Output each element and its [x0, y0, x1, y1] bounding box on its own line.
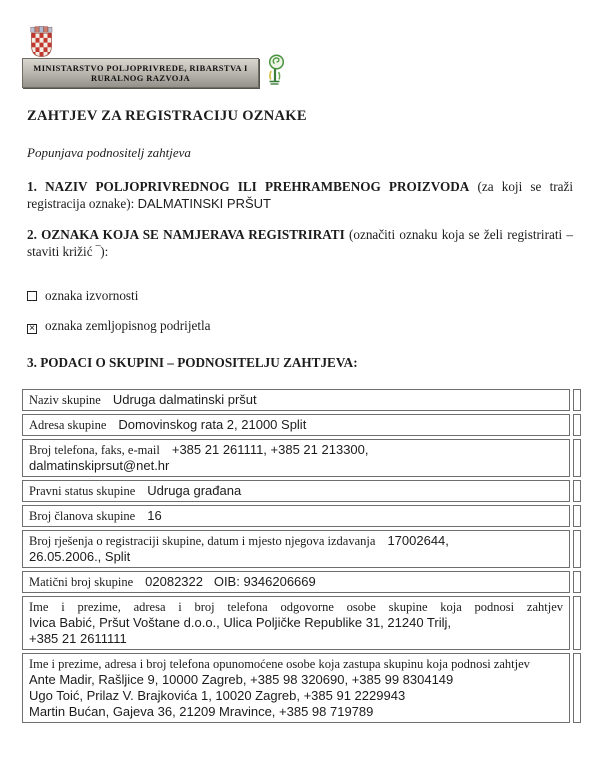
table-cell-narrow — [573, 480, 581, 502]
checkbox-checked-icon — [27, 324, 37, 334]
section1-heading-bold: 1. NAZIV POLJOPRIVREDNOG ILI PREHRAMBENOG PROIZVODA — [27, 179, 470, 194]
option-oznaka-izvornosti — [27, 288, 573, 304]
ministry-name-line2: RURALNOG RAZVOJA — [90, 73, 191, 83]
field-label: Broj telefona, faks, e-mail — [29, 443, 160, 457]
row-maticni-broj-oib — [22, 571, 581, 593]
table-cell — [22, 596, 570, 650]
table-cell — [22, 439, 570, 477]
section2-heading-note: (označiti oznaku koja se želi registrirati – staviti križić ‾): — [27, 227, 573, 259]
table-cell — [22, 571, 570, 593]
product-name-value: DALMATINSKI PRŠUT — [137, 195, 271, 211]
table-cell — [22, 530, 570, 568]
document-header — [0, 0, 600, 88]
document-subtitle: Popunjava podnositelj zahtjeva — [27, 145, 191, 160]
field-value-line2: +385 21 2611111 — [29, 631, 127, 646]
table-cell-narrow — [573, 414, 581, 436]
field-label: Broj rješenja o registraciji skupine, datum i mjesto njegova izdavanja — [29, 534, 376, 548]
field-label: Matični broj skupine — [29, 575, 134, 589]
field-value: 02082322 OIB: 9346206669 — [145, 574, 316, 589]
table-cell — [22, 414, 570, 436]
field-label: Ime i prezime, adresa i broj telefona odgovorne osobe skupine koja podnosi zahtjev — [29, 600, 563, 614]
ministry-name-line1: MINISTARSTVO POLJOPRIVREDE, RIBARSTVA I — [33, 63, 248, 73]
checkbox-unchecked-icon — [27, 291, 37, 301]
option-oznaka-zemljopisnog-podrijetla — [27, 318, 573, 334]
table-cell — [22, 505, 570, 527]
table-cell-narrow — [573, 389, 581, 411]
document-body — [27, 108, 573, 371]
checkbox-mark: × — [29, 323, 35, 334]
table-cell — [22, 389, 570, 411]
field-label: Naziv skupine — [29, 393, 101, 407]
section2-heading — [27, 227, 573, 260]
field-value-line3: Martin Bućan, Gajeva 36, 21209 Mravince, +385 98 719789 — [29, 704, 374, 719]
section1-heading — [27, 179, 573, 212]
row-broj-rjesenja — [22, 530, 581, 568]
field-value: Domovinskog rata 2, 21000 Split — [118, 417, 307, 432]
field-value-line1: Ante Madir, Rašljice 9, 10000 Zagreb, +385 98 320690, +385 99 8304149 — [29, 672, 454, 687]
table-cell — [22, 653, 570, 723]
field-value: Udruga građana — [147, 483, 242, 498]
applicant-data-table — [22, 389, 581, 723]
field-value: 17002644, — [387, 533, 449, 548]
section2-heading-bold: 2. OZNAKA KOJA SE NAMJERAVA REGISTRIRATI — [27, 227, 345, 242]
table-cell-narrow — [573, 596, 581, 650]
checkbox-label: oznaka izvornosti — [45, 288, 139, 303]
row-naziv-skupine — [22, 389, 581, 411]
field-value: 16 — [147, 508, 162, 523]
row-adresa-skupine — [22, 414, 581, 436]
table-cell-narrow — [573, 653, 581, 723]
field-value-line2: 26.05.2006., Split — [29, 549, 131, 564]
field-label: Broj članova skupine — [29, 509, 136, 523]
document-title: ZAHTJEV ZA REGISTRACIJU OZNAKE — [27, 108, 307, 124]
row-pravni-status — [22, 480, 581, 502]
table-cell-narrow — [573, 505, 581, 527]
field-label: Pravni status skupine — [29, 484, 136, 498]
field-value-line2: dalmatinskiprsut@net.hr — [29, 458, 170, 473]
ministry-banner — [22, 58, 259, 88]
table-cell-narrow — [573, 530, 581, 568]
table-cell-narrow — [573, 571, 581, 593]
field-value: +385 21 261111, +385 21 213300, — [171, 442, 369, 457]
section1-heading-note: (za koji se traži registracija oznake): — [27, 179, 574, 211]
row-telefon-faks-email — [22, 439, 581, 477]
table-cell — [22, 480, 570, 502]
ministry-green-emblem-icon — [264, 53, 285, 92]
field-label: Ime i prezime, adresa i broj telefona opunomoćene osobe koja zastupa skupinu koja podnosi zahtjev — [29, 657, 530, 671]
row-opunomocena-osoba — [22, 653, 581, 723]
row-odgovorna-osoba — [22, 596, 581, 650]
field-value: Udruga dalmatinski pršut — [112, 392, 257, 407]
field-value-line1: Ivica Babić, Pršut Voštane d.o.o., Ulica Poljičke Republike 31, 21240 Trilj, — [29, 615, 451, 630]
section3-heading: 3. PODACI O SKUPINI – PODNOSITELJU ZAHTJEVA: — [27, 355, 358, 370]
table-cell-narrow — [573, 439, 581, 477]
field-value-line2: Ugo Toić, Prilaz V. Brajkovića 1, 10020 Zagreb, +385 91 2229943 — [29, 688, 406, 703]
checkbox-label: oznaka zemljopisnog podrijetla — [45, 318, 211, 333]
field-label: Adresa skupine — [29, 418, 107, 432]
row-broj-clanova — [22, 505, 581, 527]
